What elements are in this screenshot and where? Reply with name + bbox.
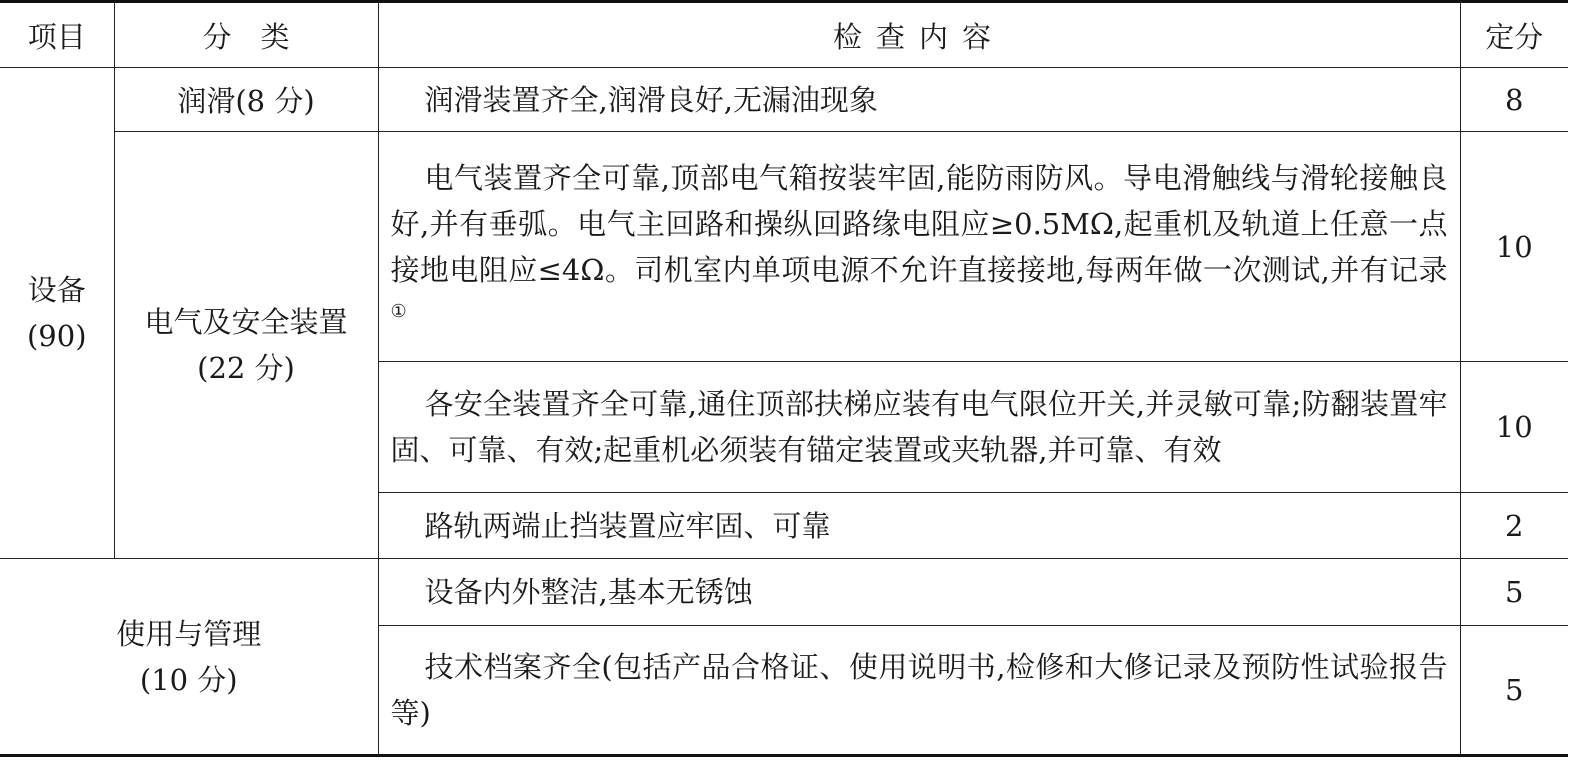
usage-content-2-text: 技术档案齐全(包括产品合格证、使用说明书,检修和大修记录及预防性试验报告等) [390, 650, 1448, 730]
electrical-content-2-text: 各安全装置齐全可靠,通住顶部扶梯应装有电气限位开关,并灵敏可靠;防翻装置牢固、可靠、有效;起重机必须装有锚定装置或夹轨器,并可靠、有效 [390, 387, 1448, 467]
header-content: 检查内容 [378, 2, 1460, 68]
electrical-category [114, 132, 378, 559]
lubrication-content-text: 润滑装置齐全,润滑良好,无漏油现象 [424, 82, 878, 117]
equipment-cell [0, 68, 114, 559]
lubrication-category: 润滑(8 分) [114, 68, 378, 132]
electrical-content-3 [378, 493, 1460, 559]
electrical-content-1-body: 电气装置齐全可靠,顶部电气箱按装牢固,能防雨防风。导电滑触线与滑轮接触良好,并有垂弧。电气主回路和操纵回路缘电阻应≥0.5MΩ,起重机及轨道上任意一点接地电阻应≤4Ω。司机室内单项电源不允许直接接地,每两年做一次测试,并有记录 [390, 160, 1448, 287]
table-row [0, 559, 1568, 626]
electrical-category-line1: 电气及安全装置 [144, 305, 348, 339]
usage-management-cell [0, 559, 378, 756]
lubrication-score: 8 [1460, 68, 1568, 132]
electrical-content-1-text [391, 155, 1448, 339]
electrical-score-2: 10 [1460, 362, 1568, 493]
table-row [0, 68, 1568, 132]
usage-content-2 [378, 626, 1460, 756]
usage-score-2: 5 [1460, 626, 1568, 756]
equipment-total: (90) [26, 319, 87, 353]
equipment-label: 设备 [27, 273, 86, 307]
header-category: 分 类 [114, 2, 378, 68]
lubrication-content [378, 68, 1460, 132]
electrical-score-1: 10 [1460, 132, 1568, 362]
footnote-mark: ① [390, 300, 407, 322]
usage-label-line2: (10 分) [139, 662, 238, 697]
header-score: 定分 [1460, 2, 1568, 68]
table-row [0, 132, 1568, 362]
usage-score-1: 5 [1460, 559, 1568, 626]
electrical-content-3-text: 路轨两端止挡装置应牢固、可靠 [424, 508, 831, 543]
usage-label-line1: 使用与管理 [116, 616, 262, 651]
electrical-score-3: 2 [1460, 493, 1568, 559]
header-row [0, 2, 1568, 68]
usage-content-1-text: 设备内外整洁,基本无锈蚀 [424, 575, 753, 609]
electrical-content-1 [378, 132, 1460, 362]
usage-content-1 [378, 559, 1460, 626]
header-item: 项目 [0, 2, 114, 68]
electrical-category-line2: (22 分) [197, 351, 295, 385]
electrical-content-2 [378, 362, 1460, 493]
